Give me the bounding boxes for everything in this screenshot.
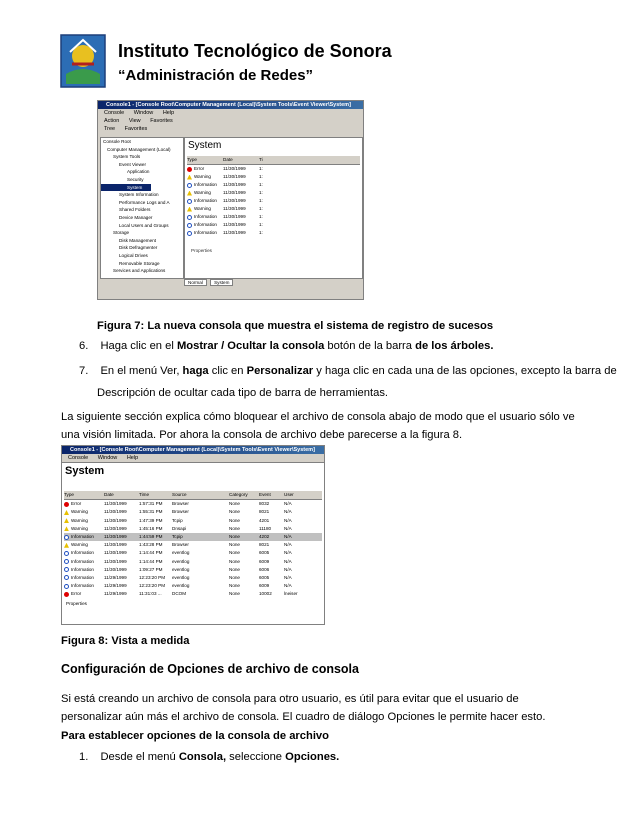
- table-row[interactable]: [187, 221, 360, 229]
- section-heading: Configuración de Opciones de archivo de consola: [61, 662, 359, 676]
- type-text: Information: [194, 214, 217, 219]
- column-header-time[interactable]: Time: [139, 492, 150, 497]
- tab-system[interactable]: System: [210, 279, 233, 286]
- source-cell: eventlog: [172, 566, 190, 572]
- table-row[interactable]: [64, 566, 322, 574]
- time-cell: 1:: [259, 174, 263, 179]
- user-cell: N/A: [284, 533, 292, 539]
- warning-icon: [187, 207, 192, 212]
- date-cell: 11/30/1999: [223, 214, 246, 219]
- table-row[interactable]: [187, 173, 360, 181]
- console-tree: [100, 137, 184, 279]
- time-cell: 1:: [259, 206, 263, 211]
- details-pane: [184, 137, 363, 279]
- time-cell: 11:31:03 ...: [139, 591, 162, 597]
- tree-item[interactable]: Removable Storage: [119, 260, 160, 266]
- date-cell: 11/30/1999: [104, 542, 127, 548]
- event-cell: 6005: [259, 550, 270, 556]
- time-cell: 12:23:20 PM: [139, 583, 166, 589]
- column-header-date[interactable]: Date: [104, 492, 114, 497]
- step-text: En el menú Ver,: [100, 365, 183, 377]
- user-cell: N/A: [284, 542, 292, 548]
- menu-bar: [62, 454, 324, 463]
- source-cell: Browser: [172, 509, 189, 515]
- time-cell: 1:09:27 PM: [139, 566, 163, 572]
- time-cell: 1:47:39 PM: [139, 517, 163, 523]
- date-cell: 11/30/1999: [104, 566, 127, 572]
- source-cell: Dnsapi: [172, 525, 187, 531]
- date-cell: 11/30/1999: [104, 550, 127, 556]
- menu-window[interactable]: Window: [97, 455, 118, 461]
- warning-icon: [187, 175, 192, 180]
- type-text: Warning: [194, 174, 211, 179]
- table-row[interactable]: [64, 541, 322, 549]
- step-text: Desde el menú: [100, 751, 179, 763]
- list-item-step-6: [79, 339, 493, 353]
- category-cell: None: [229, 591, 240, 597]
- tree-item[interactable]: System: [101, 184, 151, 192]
- column-header-category[interactable]: Category: [229, 492, 248, 497]
- tree-item[interactable]: Performance Logs and A: [119, 199, 170, 205]
- type-cell: [64, 574, 104, 582]
- type-text: Error: [71, 591, 82, 597]
- table-row[interactable]: [187, 189, 360, 197]
- tab-tree[interactable]: Tree: [104, 126, 116, 132]
- event-cell: 4202: [259, 533, 270, 539]
- warning-icon: [64, 543, 69, 548]
- info-icon: [64, 559, 69, 564]
- user-cell: lneiser: [284, 591, 298, 597]
- type-text: Warning: [194, 206, 211, 211]
- list-item-step-7: [79, 364, 617, 378]
- time-cell: 1:: [259, 190, 263, 195]
- table-row[interactable]: [64, 574, 322, 582]
- info-icon: [64, 551, 69, 556]
- pane-title: System: [188, 140, 222, 151]
- user-cell: N/A: [284, 566, 292, 572]
- info-icon: [64, 535, 69, 540]
- event-cell: 11180: [259, 525, 272, 531]
- type-cell: [187, 181, 223, 189]
- institution-logo: [60, 34, 106, 88]
- time-cell: 1:: [259, 182, 263, 187]
- warning-icon: [187, 191, 192, 196]
- tree-item[interactable]: Storage: [113, 230, 130, 236]
- tab-favorites[interactable]: Favorites: [124, 126, 148, 132]
- table-row[interactable]: [64, 533, 322, 541]
- warning-icon: [64, 526, 69, 531]
- date-cell: 11/30/1999: [223, 222, 246, 227]
- event-cell: 4201: [259, 517, 270, 523]
- info-icon: [64, 575, 69, 580]
- paragraph-intro: La siguiente sección explica cómo bloquear el archivo de consola abajo de modo que el usuario sólo ve una visión limitada. Por ahora la consola de archivo debe parecerse a la figura 8.: [61, 411, 575, 441]
- properties-icon-label[interactable]: Properties: [191, 248, 212, 253]
- type-text: Warning: [71, 509, 88, 515]
- info-icon: [187, 223, 192, 228]
- table-row[interactable]: [64, 508, 322, 516]
- time-cell: 1:14:44 PM: [139, 550, 163, 556]
- source-cell: Browser: [172, 501, 189, 507]
- step-number: 7.: [79, 365, 89, 377]
- source-cell: eventlog: [172, 550, 190, 556]
- step-text: Haga clic en el: [100, 340, 177, 352]
- type-text: Warning: [194, 190, 211, 195]
- event-cell: 8021: [259, 509, 270, 515]
- table-row[interactable]: [64, 525, 322, 533]
- type-cell: [64, 533, 104, 541]
- table-header: [64, 491, 322, 500]
- step-text-bold: Mostrar / Ocultar la consola: [176, 340, 325, 352]
- event-cell: 6005: [259, 574, 270, 580]
- type-cell: [64, 558, 104, 566]
- type-text: Information: [194, 230, 217, 235]
- time-cell: 1:55:31 PM: [139, 509, 163, 515]
- date-cell: 11/30/1999: [104, 525, 127, 531]
- column-header-type[interactable]: Type: [187, 157, 197, 162]
- tree-item[interactable]: System Tools: [113, 154, 141, 160]
- type-text: Information: [194, 182, 217, 187]
- sub-heading: Para establecer opciones de la consola de archivo: [61, 730, 329, 742]
- type-text: Information: [71, 550, 94, 556]
- type-cell: [64, 541, 104, 549]
- type-cell: [64, 500, 104, 508]
- date-cell: 11/30/1999: [223, 230, 246, 235]
- event-cell: 6006: [259, 566, 270, 572]
- page-title: Instituto Tecnológico de Sonora: [118, 41, 392, 61]
- step-text-bold: haga: [182, 365, 209, 377]
- menu-window[interactable]: Window: [133, 110, 154, 116]
- type-text: Information: [71, 558, 94, 564]
- user-cell: N/A: [284, 517, 292, 523]
- event-table: [187, 156, 360, 237]
- caption-text: La nueva consola que muestra el sistema de registro de sucesos: [144, 320, 494, 332]
- tree-item[interactable]: Disk Management: [119, 237, 157, 243]
- event-cell: 6009: [259, 583, 270, 589]
- table-row[interactable]: [64, 500, 322, 508]
- paragraph-options: Si está creando un archivo de consola para otro usuario, es útil para evitar que el usuario de personalizar aún más el archivo de consola. El cuadro de diálogo Opciones le permite hacer esto.: [61, 693, 546, 723]
- category-cell: None: [229, 542, 240, 548]
- category-cell: None: [229, 550, 240, 556]
- type-cell: [187, 197, 223, 205]
- event-cell: 10002: [259, 591, 272, 597]
- step-text: y haga clic en cada una de las opciones, excepto la barra de: [313, 365, 617, 377]
- tree-item[interactable]: Device Manager: [119, 214, 153, 220]
- time-cell: 12:23:20 PM: [139, 574, 166, 580]
- type-text: Information: [71, 574, 94, 580]
- tree-item[interactable]: Console Root: [103, 139, 131, 144]
- category-cell: None: [229, 517, 240, 523]
- type-text: Information: [194, 198, 217, 203]
- date-cell: 11/29/1999: [104, 583, 127, 589]
- date-cell: 11/30/1999: [104, 533, 127, 539]
- date-cell: 11/30/1999: [104, 558, 127, 564]
- column-header-source[interactable]: Source: [172, 492, 187, 497]
- category-cell: None: [229, 558, 240, 564]
- tree-item[interactable]: Services and Applications: [113, 268, 166, 274]
- table-row[interactable]: [64, 558, 322, 566]
- source-cell: Browser: [172, 542, 189, 548]
- type-text: Information: [71, 566, 94, 572]
- column-header-type[interactable]: Type: [64, 492, 74, 497]
- step-text-bold: Consola,: [178, 751, 227, 763]
- step-text: clic en: [208, 365, 247, 377]
- menu-console[interactable]: Console: [104, 110, 125, 116]
- column-header-date[interactable]: Date: [223, 157, 233, 162]
- properties-icon-label[interactable]: Properties: [66, 601, 87, 606]
- type-text: Information: [194, 222, 217, 227]
- type-cell: [187, 205, 223, 213]
- time-cell: 1:: [259, 214, 263, 219]
- menu-view[interactable]: View: [128, 118, 141, 124]
- source-cell: Tcpip: [172, 533, 183, 539]
- view-tabs: [184, 279, 235, 287]
- type-cell: [187, 173, 223, 181]
- type-text: Warning: [71, 517, 88, 523]
- user-cell: N/A: [284, 509, 292, 515]
- type-text: Information: [71, 583, 94, 589]
- step-text-bold: Opciones.: [285, 751, 340, 763]
- info-icon: [187, 215, 192, 220]
- user-cell: N/A: [284, 558, 292, 564]
- type-cell: [187, 229, 223, 237]
- type-text: Information: [71, 533, 94, 539]
- tree-item[interactable]: Logical Drives: [119, 252, 148, 258]
- pane-title: System: [62, 463, 324, 479]
- category-cell: None: [229, 533, 240, 539]
- date-cell: 11/30/1999: [223, 190, 246, 195]
- time-cell: 1:: [259, 230, 263, 235]
- tree-item[interactable]: Event Viewer: [119, 161, 146, 167]
- table-row[interactable]: [187, 205, 360, 213]
- time-cell: 1:: [259, 222, 263, 227]
- step-text: botón de la barra: [324, 340, 416, 352]
- step-text: seleccione: [226, 751, 286, 763]
- info-icon: [64, 567, 69, 572]
- error-icon: [64, 502, 69, 507]
- step-number: 1.: [79, 751, 89, 763]
- column-header-user[interactable]: User: [284, 492, 294, 497]
- date-cell: 11/30/1999: [104, 509, 127, 515]
- date-cell: 11/30/1999: [223, 206, 246, 211]
- step-text-bold: Personalizar: [246, 365, 314, 377]
- category-cell: None: [229, 583, 240, 589]
- tree-item[interactable]: Application: [127, 169, 150, 175]
- date-cell: 11/30/1999: [223, 198, 246, 203]
- type-cell: [64, 549, 104, 557]
- tree-item[interactable]: Computer Management (Local): [107, 146, 171, 152]
- menu-bar: [98, 109, 363, 117]
- time-cell: 1:14:44 PM: [139, 558, 163, 564]
- user-cell: N/A: [284, 550, 292, 556]
- source-cell: eventlog: [172, 583, 190, 589]
- tree-tabs: [98, 125, 363, 133]
- type-text: Warning: [71, 525, 88, 531]
- date-cell: 11/30/1999: [223, 166, 246, 171]
- info-icon: [64, 584, 69, 589]
- type-text: Error: [194, 166, 205, 171]
- table-row[interactable]: [187, 181, 360, 189]
- table-row[interactable]: [187, 229, 360, 237]
- category-cell: None: [229, 525, 240, 531]
- type-cell: [64, 525, 104, 533]
- time-cell: 1:45:16 PM: [139, 525, 163, 531]
- event-table: [64, 491, 322, 598]
- tab-normal[interactable]: Normal: [184, 279, 207, 286]
- tree-item[interactable]: Security: [127, 176, 144, 182]
- window-title-bar: Console1 - [Console Root\Computer Management (Local)\System Tools\Event Viewer\System]: [98, 101, 363, 109]
- type-cell: [187, 213, 223, 221]
- type-cell: [187, 165, 223, 173]
- date-cell: 11/30/1999: [104, 517, 127, 523]
- tree-item[interactable]: Local Users and Groups: [119, 222, 169, 228]
- table-row[interactable]: [64, 582, 322, 590]
- step-7-continuation: Descripción de ocultar cada tipo de barra de herramientas.: [97, 387, 389, 399]
- tree-item[interactable]: System Information: [119, 192, 159, 198]
- type-cell: [64, 517, 104, 525]
- date-cell: 11/30/1999: [223, 174, 246, 179]
- column-header-time[interactable]: Ti: [259, 157, 263, 162]
- type-cell: [64, 508, 104, 516]
- event-cell: 6009: [259, 558, 270, 564]
- caption-label: Figura 7:: [97, 320, 145, 332]
- category-cell: None: [229, 501, 240, 507]
- tree-item[interactable]: Disk Defragmenter: [119, 245, 158, 251]
- date-cell: 11/30/1999: [104, 501, 127, 507]
- tree-item[interactable]: Shared Folders: [119, 207, 151, 213]
- time-cell: 1:: [259, 198, 263, 203]
- figure-7-caption: [97, 319, 493, 333]
- category-cell: None: [229, 574, 240, 580]
- info-icon: [187, 199, 192, 204]
- source-cell: DCOM: [172, 591, 187, 597]
- menu-help[interactable]: Help: [162, 110, 175, 116]
- table-row[interactable]: [187, 197, 360, 205]
- source-cell: Tcpip: [172, 517, 183, 523]
- time-cell: 1:57:31 PM: [139, 501, 163, 507]
- table-row[interactable]: [187, 165, 360, 173]
- event-cell: 8032: [259, 501, 270, 507]
- step-text-bold: de los árboles.: [415, 340, 494, 352]
- source-cell: eventlog: [172, 558, 190, 564]
- table-row[interactable]: [64, 549, 322, 557]
- date-cell: 11/30/1999: [223, 182, 246, 187]
- type-cell: [64, 590, 104, 598]
- error-icon: [187, 167, 192, 172]
- menu-help[interactable]: Help: [126, 455, 139, 461]
- user-cell: N/A: [284, 583, 292, 589]
- source-cell: eventlog: [172, 574, 190, 580]
- time-cell: 1:: [259, 166, 263, 171]
- event-cell: 8021: [259, 542, 270, 548]
- table-row[interactable]: [187, 213, 360, 221]
- column-header-event[interactable]: Event: [259, 492, 271, 497]
- info-icon: [187, 183, 192, 188]
- table-row[interactable]: [64, 590, 322, 598]
- date-cell: 11/29/1999: [104, 574, 127, 580]
- menu-console[interactable]: Console: [68, 455, 89, 461]
- table-header: [187, 156, 360, 165]
- list-item-step-1: [79, 750, 339, 764]
- category-cell: None: [229, 509, 240, 515]
- action-bar: [98, 117, 363, 125]
- type-text: Warning: [71, 542, 88, 548]
- user-cell: N/A: [284, 525, 292, 531]
- figure-8-caption: Figura 8: Vista a medida: [61, 635, 190, 647]
- figure-8-screenshot: [61, 445, 325, 625]
- type-cell: [64, 566, 104, 574]
- date-cell: 11/29/1999: [104, 591, 127, 597]
- menu-favorites[interactable]: Favorites: [150, 118, 173, 124]
- user-cell: N/A: [284, 501, 292, 507]
- type-cell: [187, 189, 223, 197]
- user-cell: N/A: [284, 574, 292, 580]
- time-cell: 1:44:59 PM: [139, 533, 163, 539]
- info-icon: [187, 231, 192, 236]
- category-cell: None: [229, 566, 240, 572]
- menu-action[interactable]: Action: [104, 118, 120, 124]
- type-cell: [187, 221, 223, 229]
- figure-7-screenshot: [97, 100, 364, 300]
- warning-icon: [64, 518, 69, 523]
- type-cell: [64, 582, 104, 590]
- step-number: 6.: [79, 340, 89, 352]
- type-text: Error: [71, 501, 82, 507]
- page-subtitle: “Administración de Redes”: [118, 67, 314, 84]
- table-row[interactable]: [64, 517, 322, 525]
- error-icon: [64, 592, 69, 597]
- warning-icon: [64, 510, 69, 515]
- window-title-bar: Console1 - [Console Root\Computer Management (Local)\System Tools\Event Viewer\System]: [62, 446, 324, 454]
- time-cell: 1:43:28 PM: [139, 542, 163, 548]
